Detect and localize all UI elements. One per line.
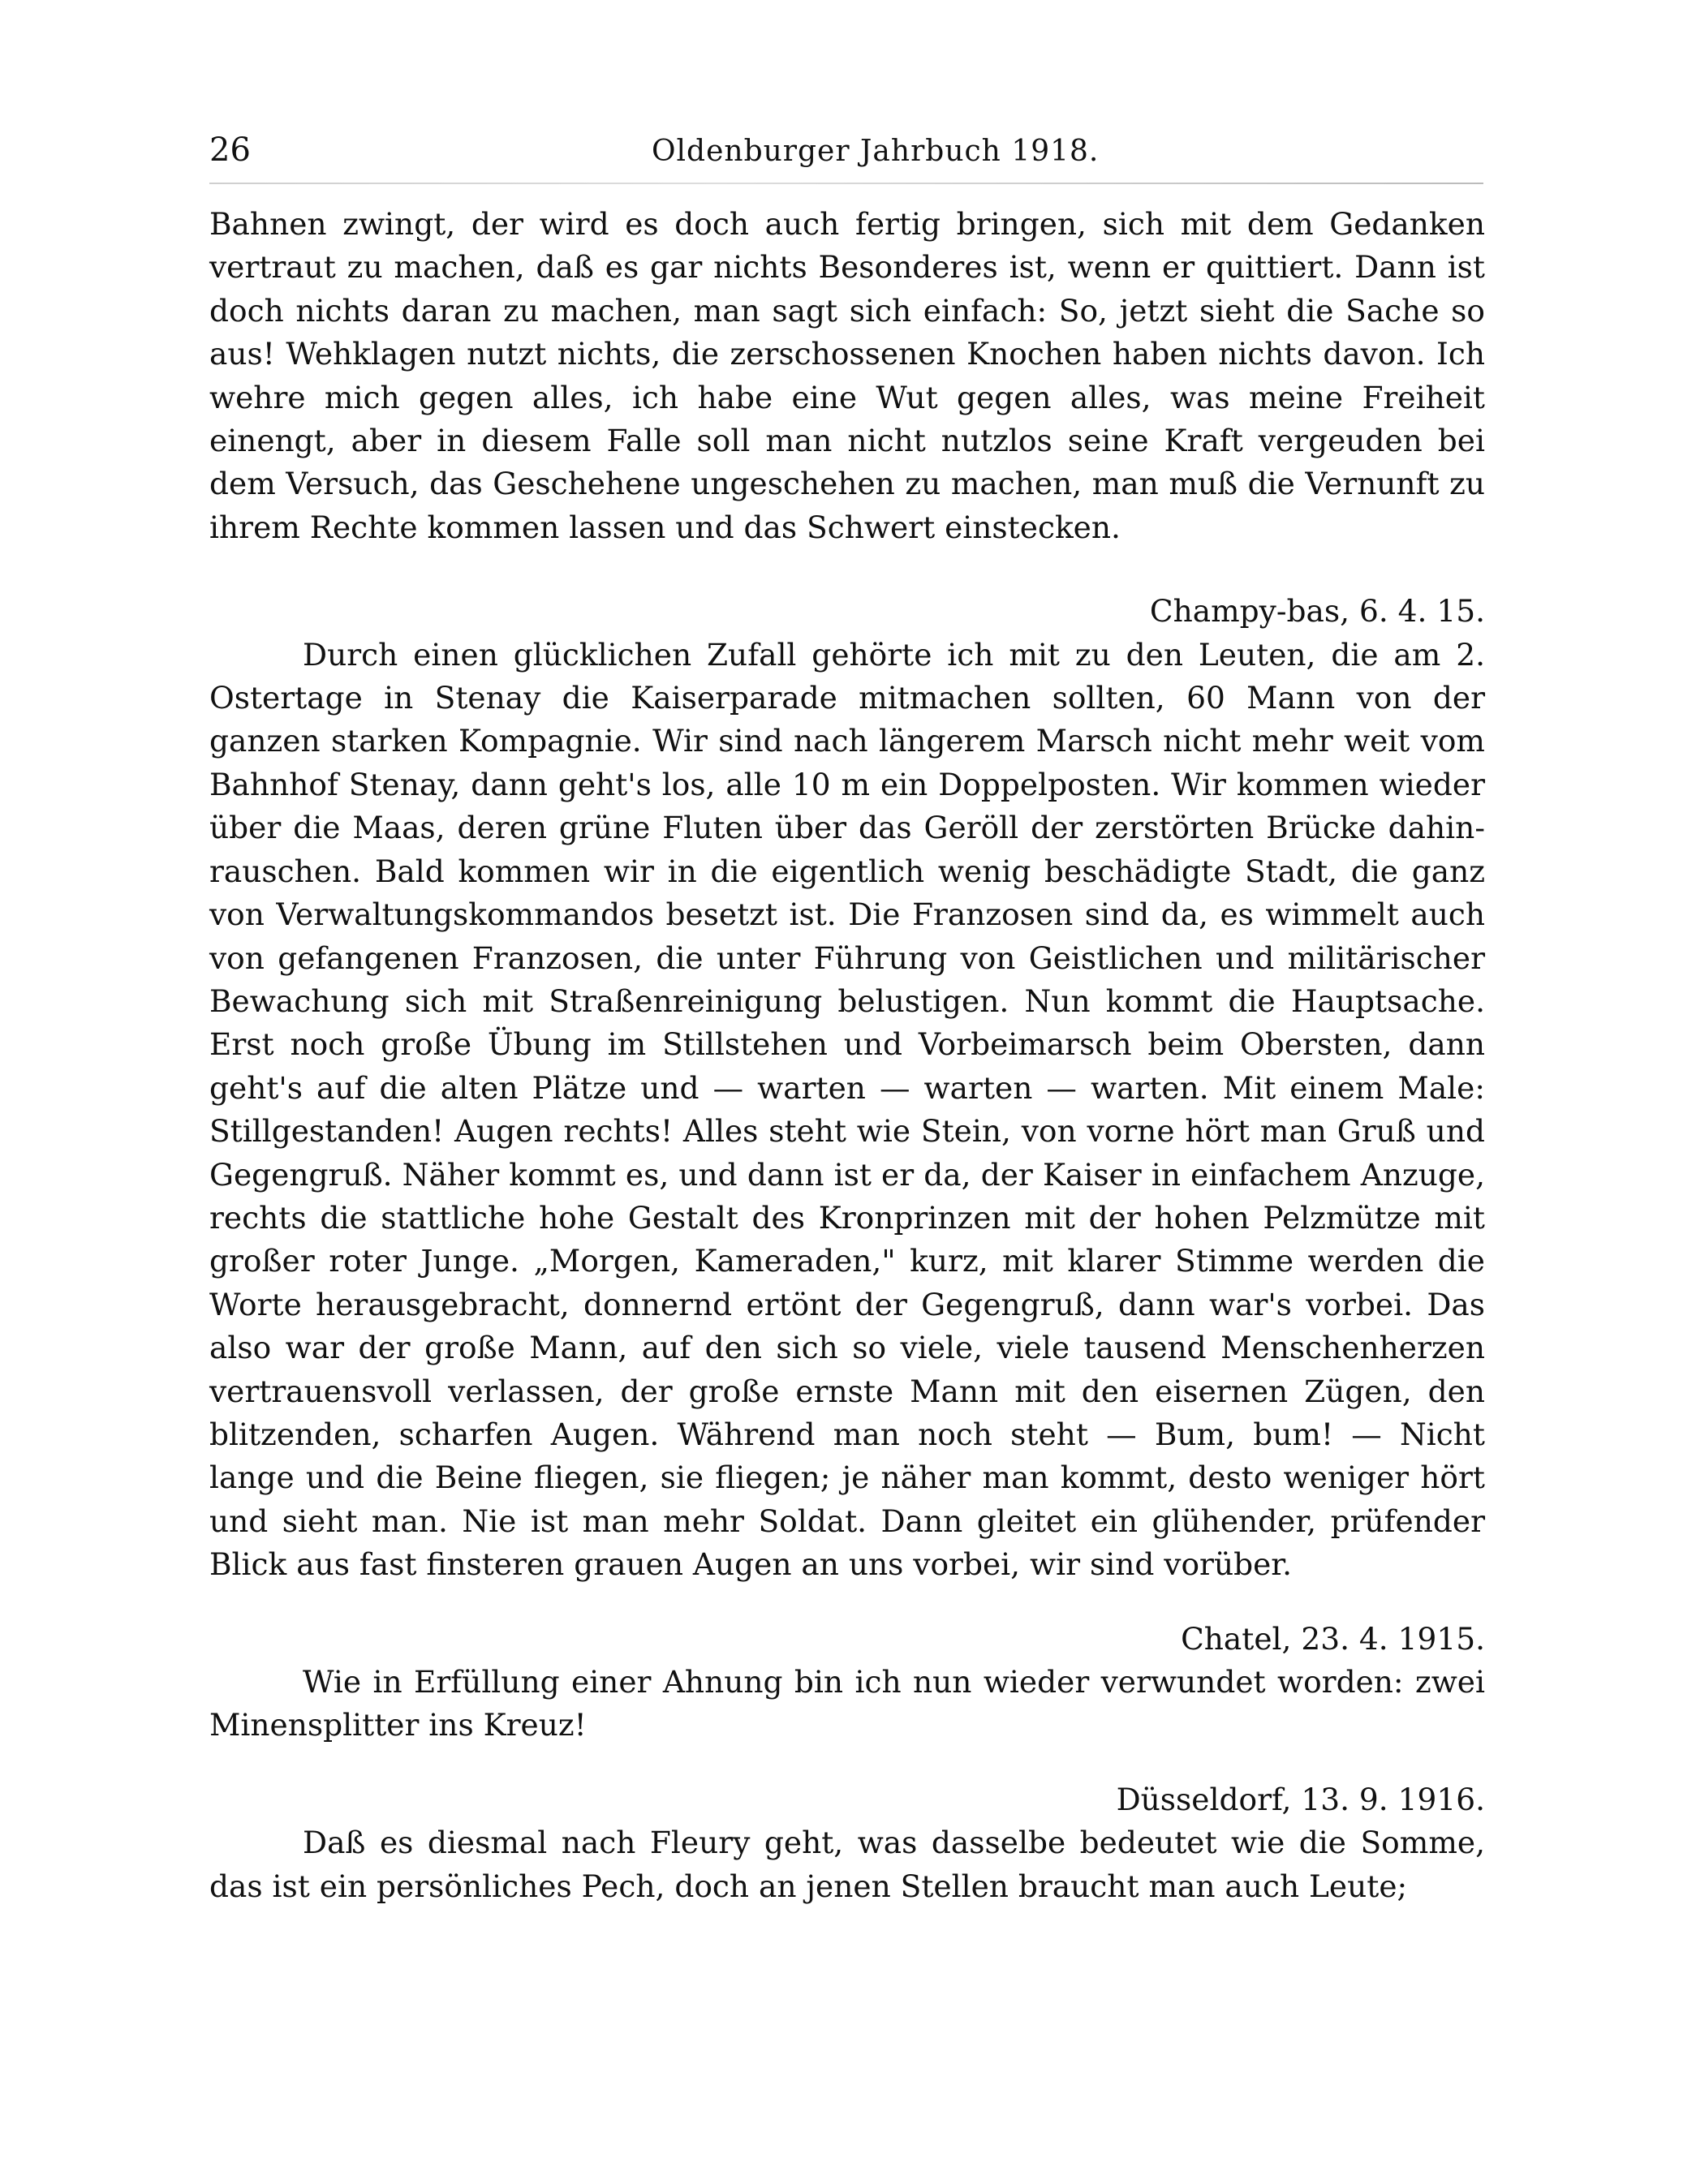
header-rule [209, 183, 1483, 184]
page-header [209, 130, 1483, 178]
dateline-duesseldorf: Düsseldorf, 13. 9. 1916. [1116, 1781, 1485, 1817]
paragraph-continuation: Bahnen zwingt, der wird es doch auch fertig bringen, sich mit dem Gedanken vertraut zu machen, daß es gar nichts Besonderes ist, wenn er quittiert. Dann ist doch nichts daran zu machen, man sagt sich einfach: So, jetzt sieht die Sache so aus! Wehklagen nutzt nichts, die zerschossenen Knochen haben nichts davon. Ich wehre mich gegen alles, ich habe eine Wut gegen alles, was meine Freiheit einengt, aber in diesem Falle soll man nicht nutzlos seine Kraft vergeuden bei dem Versuch, das Geschehene ungeschehen zu machen, man muß die Vernunft zu ihrem Rechte kommen lassen und das Schwert einstecken. [209, 206, 1485, 545]
paragraph-fleury: Daß es diesmal nach Fleury geht, was dasselbe bedeutet wie die Somme, das ist ein persönliches Pech, doch an jenen Stellen braucht man auch Leute; [209, 1825, 1485, 1904]
paragraph-kaiserparade: Durch einen glücklichen Zufall gehörte ich mit zu den Leuten, die am 2. Ostertage in Stenay die Kaiserparade mitmachen sollten, 60 Mann von der ganzen starken Kompagnie. Wir sind nach längerem Marsch nicht mehr weit vom Bahnhof Stenay, dann geht's los, alle 10 m ein Doppelposten. Wir kommen wieder über die Maas, deren grüne Fluten über das Geröll der zerstörten Brücke dahinrauschen. Bald kommen wir in die eigentlich wenig beschädigte Stadt, die ganz von Verwaltungskommandos besetzt ist. Die Franzosen sind da, es wimmelt auch von gefangenen Franzosen, die unter Führung von Geistlichen und militärischer Bewachung sich mit Straßenreinigung belustigen. Nun kommt die Hauptsache. Erst noch große Übung im Stillstehen und Vorbeimarsch beim Obersten, dann geht's auf die alten Plätze und — warten — warten — warten. Mit einem Male: Stillgestanden! Augen rechts! Alles steht wie Stein, von vorne hört man Gruß und Gegengruß. Näher kommt es, und dann ist er da, der Kaiser in einfachem Anzuge, rechts die stattliche hohe Gestalt des Kronprinzen mit der hohen Pelzmütze mit großer roter Junge. „Morgen, Kameraden," kurz, mit klarer Stimme werden die Worte herausgebracht, donnernd ertönt der Gegengruß, dann war's vorbei. Das also war der große Mann, auf den sich so viele, viele tausend Menschenherzen vertrauensvoll verlassen, der große ernste Mann mit den eisernen Zügen, den blitzenden, scharfen Augen. Während man noch steht — Bum, bum! — Nicht lange und die Beine fliegen, sie fliegen; je näher man kommt, desto weniger hört und sieht man. Nie ist man mehr Soldat. Dann gleitet ein glühender, prüfender Blick aus fast finsteren grauen Augen an uns vorbei, wir sind vorüber. [209, 636, 1485, 1583]
body-text [209, 203, 1485, 1908]
paragraph-verwundet: Wie in Erfüllung einer Ahnung bin ich nun wieder verwundet worden: zwei Minensplitter ins Kreuz! [209, 1664, 1485, 1743]
page-number: 26 [209, 131, 251, 169]
running-title: Oldenburger Jahrbuch 1918. [652, 135, 1100, 168]
dateline-chatel: Chatel, 23. 4. 1915. [1181, 1620, 1485, 1657]
dateline-champy-bas: Champy-bas, 6. 4. 15. [1149, 593, 1485, 630]
